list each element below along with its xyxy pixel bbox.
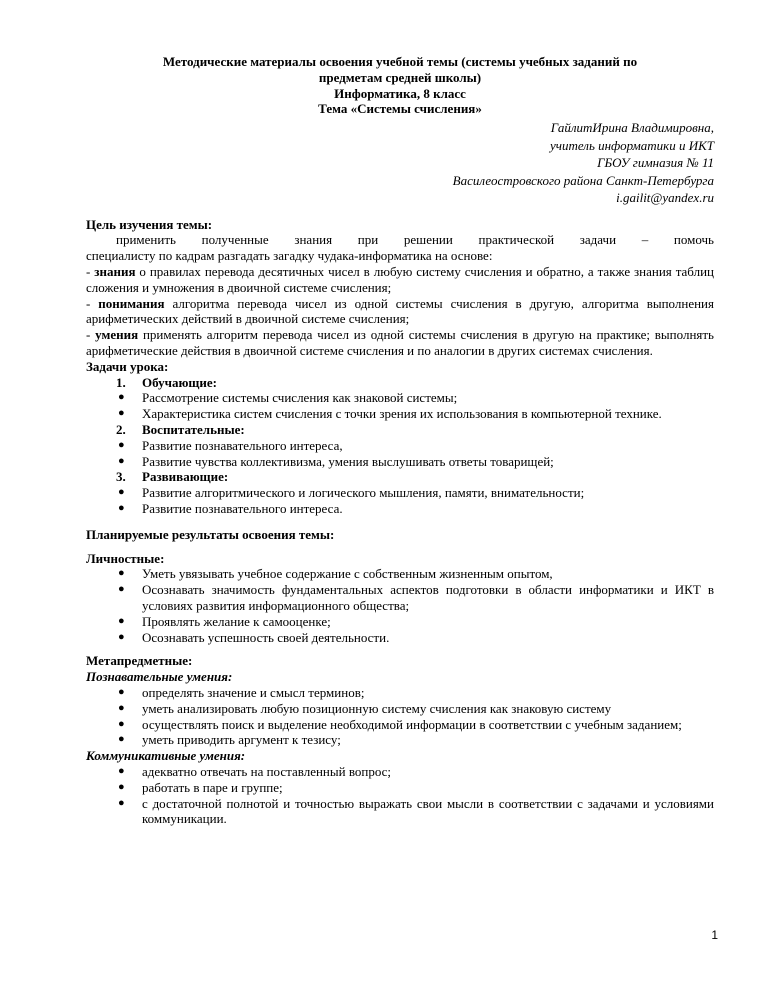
- results-heading: Планируемые результаты освоения темы:: [86, 526, 335, 542]
- author-block: [86, 119, 714, 207]
- list-item: ● работать в паре и группе;: [118, 779, 283, 795]
- personal-heading: Личностные:: [86, 550, 165, 566]
- list-item: ● Развитие познавательного интереса,: [118, 437, 343, 453]
- goal-heading: Цель изучения темы:: [86, 216, 213, 232]
- bullet-icon: ●: [118, 391, 125, 404]
- list-item: ● осуществлять поиск и выделение необходимой информации в соответствии с учебным заданием;: [118, 716, 682, 732]
- bullet-icon: ●: [118, 701, 125, 714]
- communicative-heading: Коммуникативные умения:: [86, 748, 246, 764]
- bullet-icon: ●: [118, 686, 125, 698]
- bullet-icon: ●: [118, 583, 125, 596]
- list-item: ● уметь анализировать любую позиционную систему счисления как знаковую систему: [118, 700, 612, 716]
- bullet-icon: ●: [118, 780, 125, 793]
- author-email: i.gailit@yandex.ru: [616, 190, 714, 206]
- title-line-3: Информатика, 8 класс: [334, 85, 466, 101]
- task-group-2-title: 2. Воспитательные:: [116, 422, 245, 438]
- bullet-icon: ●: [118, 733, 125, 746]
- author-district: Василеостровского района Санкт-Петербурга: [452, 172, 714, 188]
- list-item: ● уметь приводить аргумент к тезису;: [118, 732, 341, 748]
- goal-item-knowledge: - знания о правилах перевода десятичных чисел в любую систему счисления и обратно, а также знания таблиц сложения и умножения в двоичной системе счисления;: [86, 264, 714, 295]
- author-name: ГайлитИрина Владимировна,: [550, 120, 714, 136]
- cognitive-heading: Познавательные умения:: [86, 669, 233, 685]
- list-item: ● Характеристика систем счисления с точки зрения их использования в компьютерной технике.: [118, 406, 662, 422]
- author-school: ГБОУ гимназия № 11: [597, 155, 714, 171]
- title-line-2: предметам средней школы): [318, 69, 482, 85]
- goal-item-understanding: - понимания алгоритма перевода чисел из одной системы счисления в другую, алгоритма выполнения арифметических действий в двоичной системе счисления;: [86, 295, 714, 327]
- page-number: 1: [711, 928, 718, 942]
- author-position: учитель информатики и ИКТ: [549, 137, 714, 153]
- list-item: ● Осознавать значимость фундаментальных аспектов подготовки в области информатики и ИКТ в условиях развития информационного общества;: [118, 582, 714, 614]
- list-item: ● Развитие чувства коллективизма, умения выслушивать ответы товарищей;: [118, 453, 554, 469]
- goal-intro-line-1: применить полученные знания при решении практической задачи – помочь: [116, 232, 714, 248]
- list-item: ● Проявлять желание к самооценке;: [118, 613, 331, 629]
- list-item: ● Осознавать успешность своей деятельности.: [118, 629, 390, 645]
- list-item: ● Развитие познавательного интереса.: [118, 501, 343, 517]
- task-group-3-title: 3. Развивающие:: [116, 469, 229, 485]
- bullet-icon: ●: [118, 486, 125, 499]
- bullet-icon: ●: [118, 407, 125, 420]
- bullet-icon: ●: [118, 438, 125, 451]
- bullet-icon: ●: [118, 717, 125, 730]
- bullet-icon: ●: [118, 796, 125, 809]
- task-group-1-title: 1. Обучающие:: [116, 374, 217, 390]
- list-item: ● адекватно отвечать на поставленный вопрос;: [118, 763, 392, 779]
- bullet-icon: ●: [118, 567, 125, 580]
- list-item: ● определять значение и смысл терминов;: [118, 685, 365, 700]
- title-line-4: Тема «Системы счисления»: [318, 101, 482, 117]
- goal-item-skills: - умения применять алгоритм перевода чисел из одной системы счисления в другую на практике; выполнять арифметические действия в двоичной системе счисления и по аналогии в других системах счисления.: [86, 327, 714, 359]
- bullet-icon: ●: [118, 502, 125, 515]
- list-item: ● Развитие алгоритмического и логического мышления, памяти, внимательности;: [118, 485, 585, 501]
- meta-heading: Метапредметные:: [86, 653, 193, 669]
- list-item: ● с достаточной полнотой и точностью выражать свои мысли в соответствии с задачами и условиями коммуникации.: [118, 795, 714, 827]
- list-item: ● Рассмотрение системы счисления как знаковой системы;: [118, 390, 458, 406]
- bullet-icon: ●: [118, 630, 125, 643]
- list-item: ● Уметь увязывать учебное содержание с собственным жизненным опытом,: [118, 566, 553, 582]
- document-title: [86, 54, 714, 117]
- goal-intro-line-2: специалисту по кадрам разгадать загадку чудака-информатика на основе:: [86, 248, 493, 264]
- bullet-icon: ●: [118, 614, 125, 627]
- bullet-icon: ●: [118, 454, 125, 467]
- document-page: [86, 54, 714, 827]
- bullet-icon: ●: [118, 764, 125, 777]
- tasks-heading: Задачи урока:: [86, 358, 169, 374]
- title-line-1: Методические материалы освоения учебной темы (системы учебных заданий по: [162, 54, 638, 69]
